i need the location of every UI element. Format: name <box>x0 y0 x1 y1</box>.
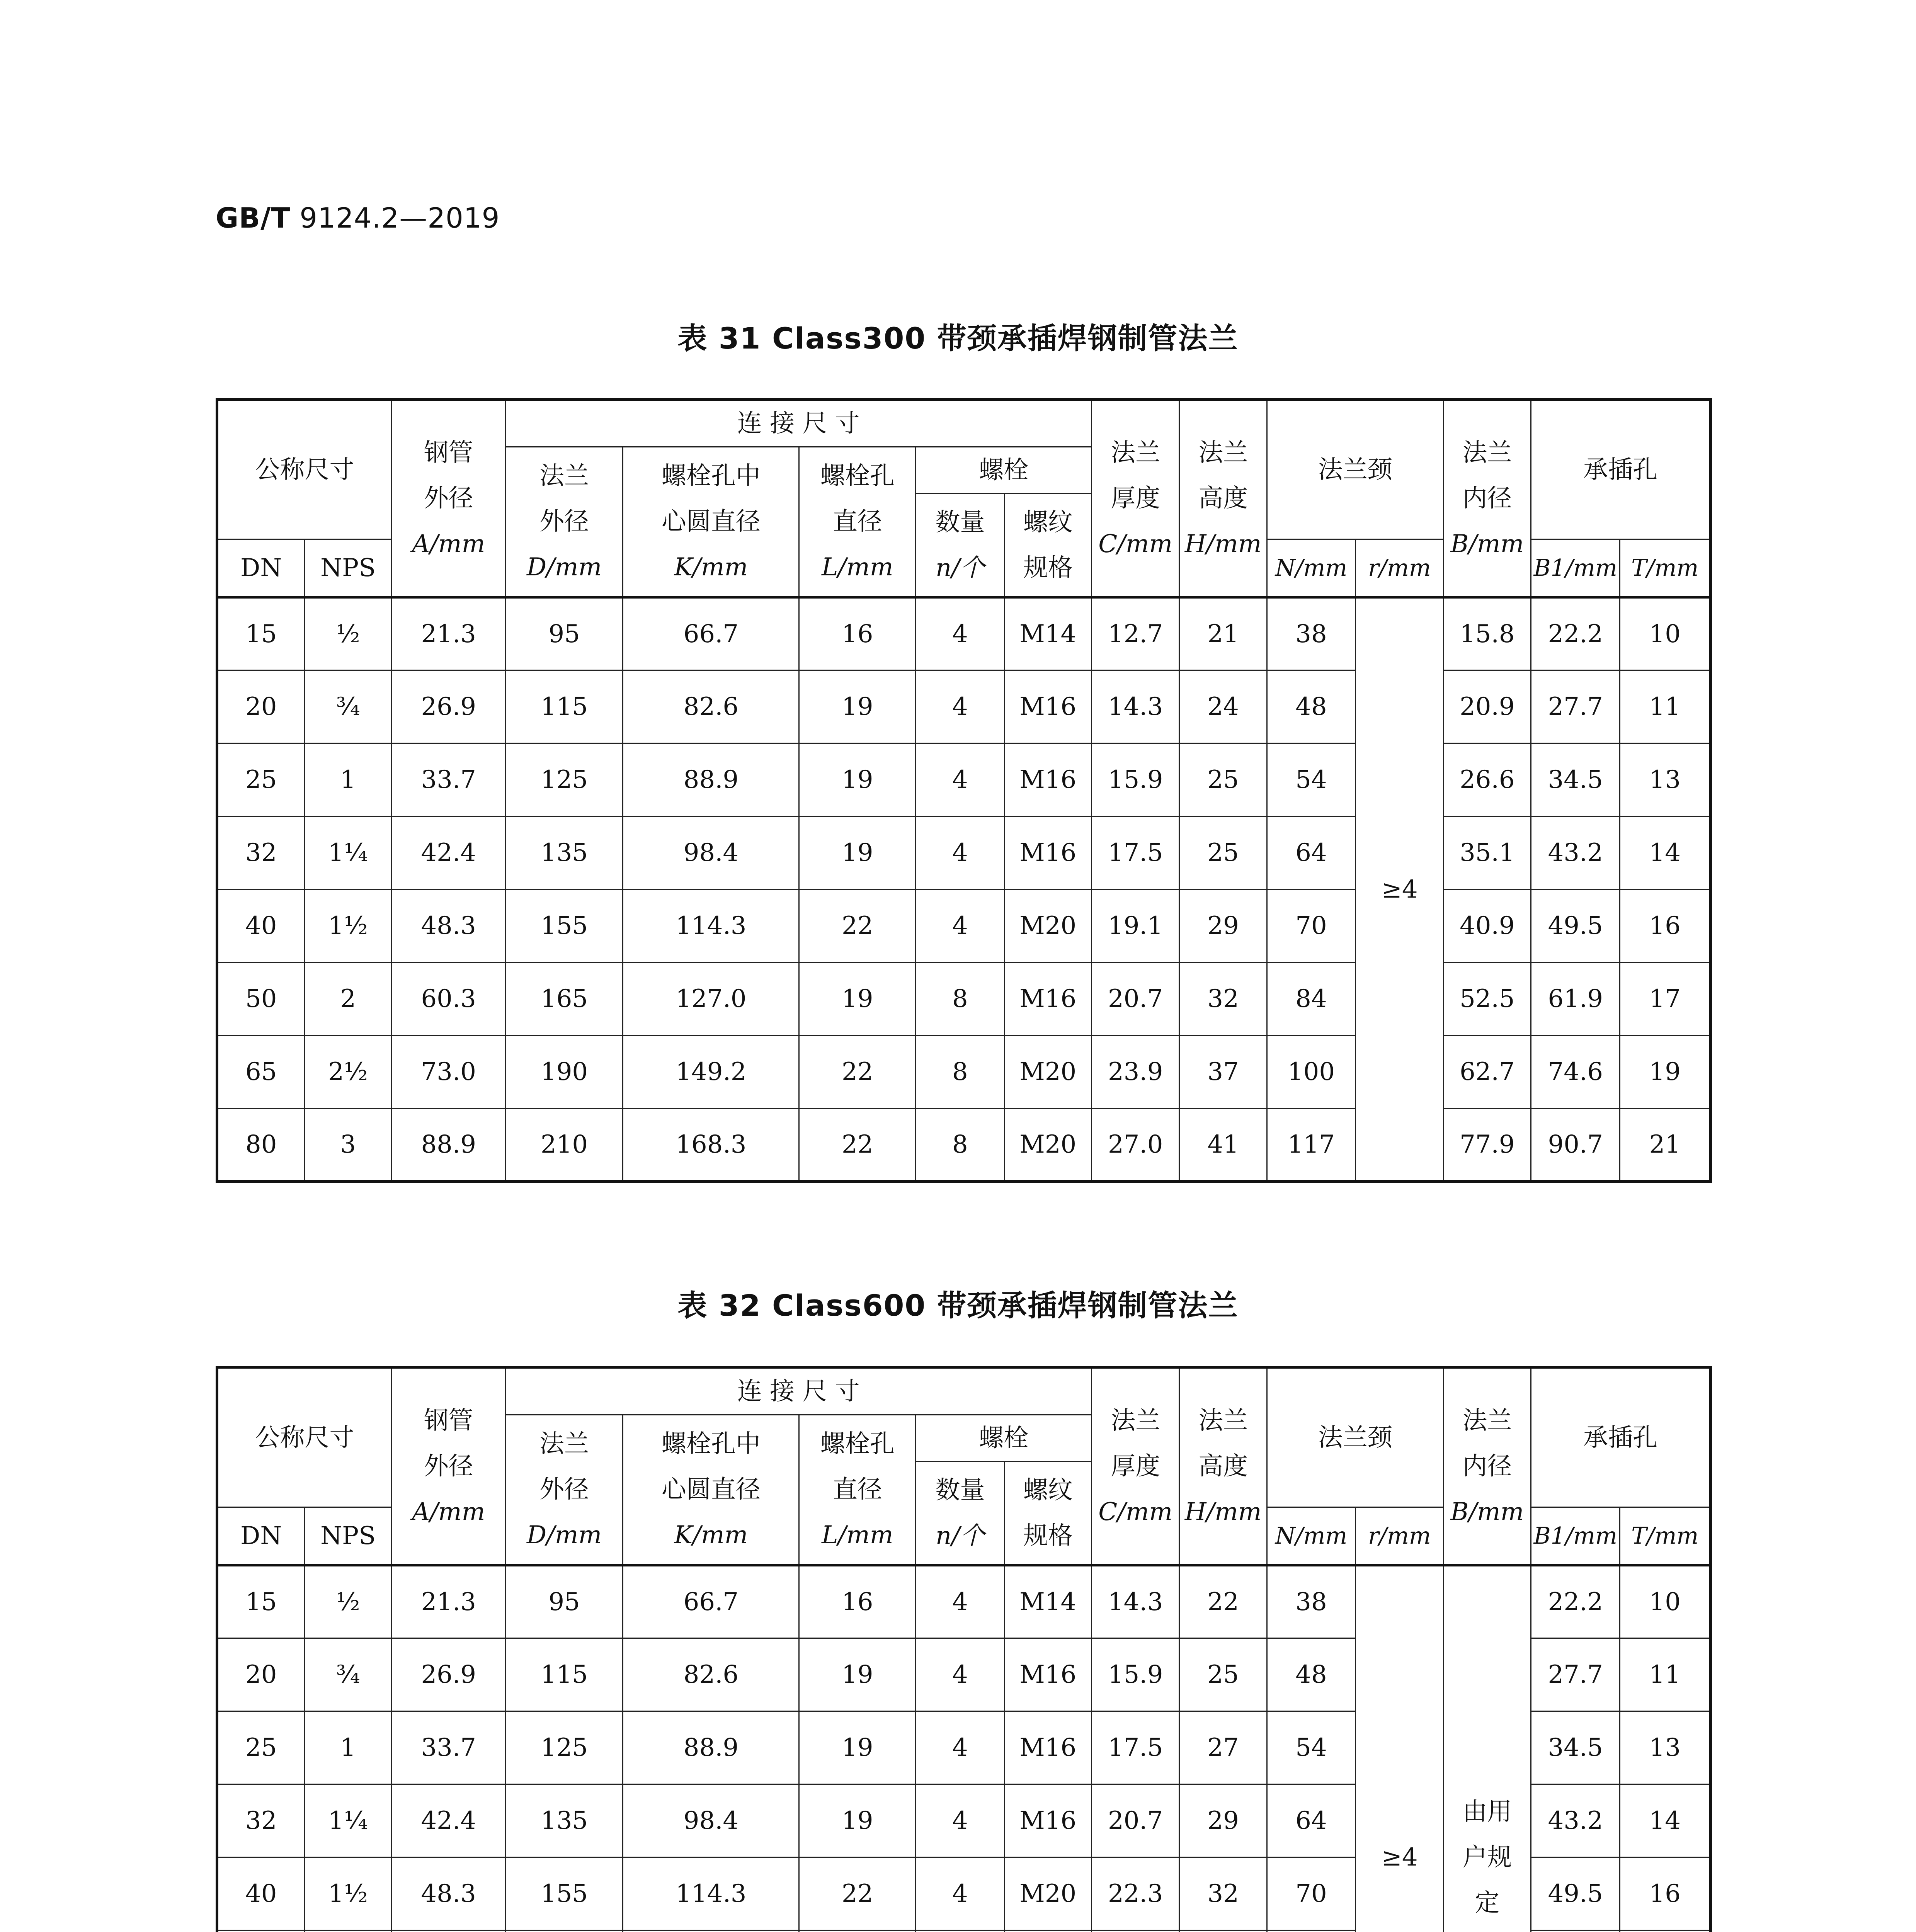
header-flange-od: 法兰 外径 D/mm <box>505 1415 623 1565</box>
cell-bolt-hole <box>799 1930 916 1932</box>
cell-pipe-od: 48.3 <box>391 889 505 963</box>
cell-socket-b1: 34.5 <box>1531 1711 1620 1784</box>
cell-height: 29 <box>1179 1784 1267 1857</box>
cell-nps: 1½ <box>305 1857 391 1930</box>
cell-neck-n: 54 <box>1267 743 1355 816</box>
header-thickness: 法兰 厚度 C/mm <box>1092 400 1179 597</box>
cell-socket-b1: 22.2 <box>1531 1565 1620 1638</box>
cell-thread: M16 <box>1004 1638 1091 1711</box>
cell-thickness: 22.3 <box>1092 1857 1179 1930</box>
cell-dn: 15 <box>217 1565 305 1638</box>
cell-pipe-od: 33.7 <box>391 1711 505 1784</box>
cell-bolt-hole: 22 <box>799 889 916 963</box>
cell-pipe-od: 42.4 <box>391 816 505 889</box>
cell-bolt-hole: 16 <box>799 597 916 670</box>
header-pipe-od: 钢管 外径 A/mm <box>391 1367 505 1565</box>
cell-dn: 40 <box>217 1857 305 1930</box>
header-nominal-size: 公称尺寸 <box>217 400 392 539</box>
cell-height: 41 <box>1179 1109 1267 1182</box>
header-socket-t: T/mm <box>1620 539 1711 597</box>
cell-thread: M14 <box>1004 1565 1091 1638</box>
cell-flange-od: 210 <box>505 1109 623 1182</box>
cell-bore-user-defined: 由用 户规 定 <box>1443 1565 1531 1932</box>
cell-thread: M14 <box>1004 597 1091 670</box>
header-socket: 承插孔 <box>1531 1367 1711 1507</box>
table-row <box>217 963 1711 1036</box>
cell-socket-t: 17 <box>1620 963 1711 1036</box>
cell-socket-t: 19 <box>1620 1036 1711 1109</box>
cell-flange-od: 125 <box>505 743 623 816</box>
cell-dn <box>217 1930 305 1932</box>
cell-height: 24 <box>1179 670 1267 743</box>
cell-thickness <box>1092 1930 1179 1932</box>
header-dn: DN <box>217 1507 305 1565</box>
cell-thickness: 19.1 <box>1092 889 1179 963</box>
cell-nps: 2 <box>305 963 391 1036</box>
table-row <box>217 670 1711 743</box>
header-pipe-od: 钢管 外径 A/mm <box>391 400 505 597</box>
cell-bore: 62.7 <box>1443 1036 1531 1109</box>
cell-neck-n: 64 <box>1267 1784 1355 1857</box>
table-row <box>217 816 1711 889</box>
header-nps: NPS <box>305 1507 391 1565</box>
cell-bolt-circle: 127.0 <box>623 963 799 1036</box>
cell-flange-od: 155 <box>505 889 623 963</box>
document-header <box>216 202 500 234</box>
cell-socket-b1: 22.2 <box>1531 597 1620 670</box>
cell-flange-od: 115 <box>505 1638 623 1711</box>
cell-nps: 1¼ <box>305 816 391 889</box>
cell-socket-b1: 74.6 <box>1531 1036 1620 1109</box>
cell-bore: 26.6 <box>1443 743 1531 816</box>
cell-bore: 40.9 <box>1443 889 1531 963</box>
cell-flange-od: 135 <box>505 816 623 889</box>
cell-thickness: 17.5 <box>1092 1711 1179 1784</box>
header-socket: 承插孔 <box>1531 400 1711 539</box>
cell-socket-b1: 61.9 <box>1531 963 1620 1036</box>
cell-nps: ½ <box>305 597 391 670</box>
cell-height: 25 <box>1179 816 1267 889</box>
cell-thickness: 15.9 <box>1092 743 1179 816</box>
cell-socket-t: 10 <box>1620 1565 1711 1638</box>
cell-socket-t: 10 <box>1620 597 1711 670</box>
header-neck-n: N/mm <box>1267 539 1355 597</box>
standard-code: GB/T <box>216 202 291 234</box>
cell-height: 32 <box>1179 1857 1267 1930</box>
cell-flange-od: 95 <box>505 1565 623 1638</box>
cell-pipe-od: 26.9 <box>391 1638 505 1711</box>
cell-socket-t <box>1620 1930 1711 1932</box>
cell-flange-od: 135 <box>505 1784 623 1857</box>
cell-bolt-circle: 88.9 <box>623 1711 799 1784</box>
cell-bolt-hole: 19 <box>799 1784 916 1857</box>
cell-dn: 20 <box>217 1638 305 1711</box>
cell-pipe-od <box>391 1930 505 1932</box>
cell-nps: ½ <box>305 1565 391 1638</box>
cell-bolt-circle: 98.4 <box>623 1784 799 1857</box>
header-neck: 法兰颈 <box>1267 1367 1443 1507</box>
cell-bolt-circle: 66.7 <box>623 597 799 670</box>
cell-neck-n: 100 <box>1267 1036 1355 1109</box>
cell-thickness: 14.3 <box>1092 670 1179 743</box>
cell-thickness: 15.9 <box>1092 1638 1179 1711</box>
cell-bolt-hole: 19 <box>799 1638 916 1711</box>
cell-socket-b1: 49.5 <box>1531 889 1620 963</box>
header-bore: 法兰 内径 B/mm <box>1443 1367 1531 1565</box>
cell-height: 27 <box>1179 1711 1267 1784</box>
cell-dn: 32 <box>217 1784 305 1857</box>
cell-thickness: 23.9 <box>1092 1036 1179 1109</box>
cell-neck-n: 38 <box>1267 1565 1355 1638</box>
header-nps: NPS <box>305 539 391 597</box>
cell-thickness: 27.0 <box>1092 1109 1179 1182</box>
header-socket-b1: B1/mm <box>1531 1507 1620 1565</box>
cell-bolt-qty: 4 <box>916 889 1004 963</box>
cell-flange-od: 190 <box>505 1036 623 1109</box>
cell-height: 25 <box>1179 743 1267 816</box>
cell-thickness: 17.5 <box>1092 816 1179 889</box>
cell-nps: 1½ <box>305 889 391 963</box>
cell-bore: 52.5 <box>1443 963 1531 1036</box>
cell-bolt-qty: 4 <box>916 1638 1004 1711</box>
cell-flange-od: 95 <box>505 597 623 670</box>
cell-bolt-circle: 66.7 <box>623 1565 799 1638</box>
cell-bolt-circle: 149.2 <box>623 1036 799 1109</box>
cell-nps: 1 <box>305 1711 391 1784</box>
cell-socket-t: 16 <box>1620 889 1711 963</box>
cell-socket-t: 13 <box>1620 1711 1711 1784</box>
header-height: 法兰 高度 H/mm <box>1179 400 1267 597</box>
cell-nps: 3 <box>305 1109 391 1182</box>
cell-bore: 20.9 <box>1443 670 1531 743</box>
cell-bolt-hole: 22 <box>799 1857 916 1930</box>
cell-height: 37 <box>1179 1036 1267 1109</box>
cell-bolt-qty: 8 <box>916 1036 1004 1109</box>
cell-dn: 25 <box>217 743 305 816</box>
cell-pipe-od: 21.3 <box>391 597 505 670</box>
cell-bolt-hole: 19 <box>799 963 916 1036</box>
cell-pipe-od: 48.3 <box>391 1857 505 1930</box>
cell-thread: M20 <box>1004 1109 1091 1182</box>
cell-dn: 65 <box>217 1036 305 1109</box>
cell-thread: M16 <box>1004 1784 1091 1857</box>
header-thread: 螺纹 规格 <box>1004 1462 1091 1565</box>
cell-thickness: 14.3 <box>1092 1565 1179 1638</box>
cell-bolt-circle: 88.9 <box>623 743 799 816</box>
cell-socket-b1 <box>1531 1930 1620 1932</box>
header-neck-n: N/mm <box>1267 1507 1355 1565</box>
cell-nps: 1¼ <box>305 1784 391 1857</box>
cell-nps: ¾ <box>305 670 391 743</box>
cell-neck-n: 117 <box>1267 1109 1355 1182</box>
cell-neck-n: 48 <box>1267 670 1355 743</box>
header-bolt-qty: 数量 n/个 <box>916 1462 1004 1565</box>
cell-nps: 2½ <box>305 1036 391 1109</box>
cell-pipe-od: 21.3 <box>391 1565 505 1638</box>
table-31-title: 表 31 Class300 带颈承插焊钢制管法兰 <box>677 321 1239 355</box>
cell-thread: M20 <box>1004 1036 1091 1109</box>
cell-bore: 35.1 <box>1443 816 1531 889</box>
cell-bolt-qty: 8 <box>916 963 1004 1036</box>
cell-nps <box>305 1930 391 1932</box>
cell-flange-od: 165 <box>505 963 623 1036</box>
header-thickness: 法兰 厚度 C/mm <box>1092 1367 1179 1565</box>
cell-height <box>1179 1930 1267 1932</box>
header-height: 法兰 高度 H/mm <box>1179 1367 1267 1565</box>
cell-socket-t: 13 <box>1620 743 1711 816</box>
header-bolt: 螺栓 <box>916 1415 1092 1462</box>
cell-dn: 50 <box>217 963 305 1036</box>
header-neck-r: r/mm <box>1356 539 1443 597</box>
table-row <box>217 1036 1711 1109</box>
table-32 <box>216 1366 1712 1932</box>
cell-bolt-hole: 19 <box>799 670 916 743</box>
cell-height: 32 <box>1179 963 1267 1036</box>
cell-bolt-qty: 8 <box>916 1109 1004 1182</box>
cell-thread <box>1004 1930 1091 1932</box>
cell-neck-r: ≥4 <box>1356 597 1443 1182</box>
table-row <box>217 1109 1711 1182</box>
cell-neck-n: 54 <box>1267 1711 1355 1784</box>
cell-socket-t: 16 <box>1620 1857 1711 1930</box>
cell-nps: 1 <box>305 743 391 816</box>
header-bolt-hole: 螺栓孔 直径 L/mm <box>799 447 916 597</box>
header-neck: 法兰颈 <box>1267 400 1443 539</box>
cell-neck-n: 70 <box>1267 1857 1355 1930</box>
standard-number: 9124.2—2019 <box>299 202 500 234</box>
header-dn: DN <box>217 539 305 597</box>
cell-bolt-hole: 16 <box>799 1565 916 1638</box>
table-32-body <box>217 1565 1711 1932</box>
cell-bolt-hole: 19 <box>799 743 916 816</box>
header-socket-b1: B1/mm <box>1531 539 1620 597</box>
cell-bolt-qty: 4 <box>916 816 1004 889</box>
header-bolt-circle: 螺栓孔中 心圆直径 K/mm <box>623 447 799 597</box>
cell-neck-n: 48 <box>1267 1638 1355 1711</box>
cell-neck-n: 84 <box>1267 963 1355 1036</box>
cell-flange-od: 125 <box>505 1711 623 1784</box>
cell-socket-t: 11 <box>1620 1638 1711 1711</box>
header-bolt-qty: 数量 n/个 <box>916 494 1004 597</box>
cell-neck-n: 64 <box>1267 816 1355 889</box>
cell-socket-b1: 90.7 <box>1531 1109 1620 1182</box>
cell-pipe-od: 88.9 <box>391 1109 505 1182</box>
cell-thread: M20 <box>1004 1857 1091 1930</box>
cell-bolt-circle: 82.6 <box>623 670 799 743</box>
cell-thickness: 20.7 <box>1092 1784 1179 1857</box>
cell-flange-od <box>505 1930 623 1932</box>
table-row <box>217 597 1711 670</box>
cell-dn: 40 <box>217 889 305 963</box>
cell-bolt-hole: 22 <box>799 1036 916 1109</box>
cell-neck-r: ≥4 <box>1356 1565 1443 1932</box>
cell-nps: ¾ <box>305 1638 391 1711</box>
header-connection-dims: 连 接 尺 寸 <box>505 1367 1091 1415</box>
cell-thickness: 12.7 <box>1092 597 1179 670</box>
cell-bolt-hole: 19 <box>799 816 916 889</box>
cell-socket-t: 11 <box>1620 670 1711 743</box>
header-neck-r: r/mm <box>1356 1507 1443 1565</box>
cell-bore: 77.9 <box>1443 1109 1531 1182</box>
header-bolt: 螺栓 <box>916 447 1092 494</box>
cell-flange-od: 155 <box>505 1857 623 1930</box>
cell-bolt-qty: 4 <box>916 670 1004 743</box>
cell-bolt-circle <box>623 1930 799 1932</box>
cell-pipe-od: 73.0 <box>391 1036 505 1109</box>
cell-dn: 80 <box>217 1109 305 1182</box>
cell-flange-od: 115 <box>505 670 623 743</box>
table-row <box>217 889 1711 963</box>
cell-socket-t: 14 <box>1620 1784 1711 1857</box>
cell-dn: 32 <box>217 816 305 889</box>
header-socket-t: T/mm <box>1620 1507 1711 1565</box>
cell-bolt-circle: 168.3 <box>623 1109 799 1182</box>
cell-pipe-od: 60.3 <box>391 963 505 1036</box>
cell-neck-n: 38 <box>1267 597 1355 670</box>
cell-bolt-circle: 98.4 <box>623 816 799 889</box>
cell-neck-n <box>1267 1930 1355 1932</box>
header-thread: 螺纹 规格 <box>1004 494 1091 597</box>
cell-socket-b1: 34.5 <box>1531 743 1620 816</box>
cell-bolt-hole: 19 <box>799 1711 916 1784</box>
cell-bore: 15.8 <box>1443 597 1531 670</box>
cell-height: 29 <box>1179 889 1267 963</box>
cell-bolt-qty: 4 <box>916 1784 1004 1857</box>
cell-socket-t: 21 <box>1620 1109 1711 1182</box>
cell-socket-b1: 27.7 <box>1531 1638 1620 1711</box>
cell-bolt-qty: 4 <box>916 743 1004 816</box>
table-31-body <box>217 597 1711 1182</box>
cell-thread: M16 <box>1004 670 1091 743</box>
cell-bolt-hole: 22 <box>799 1109 916 1182</box>
cell-dn: 20 <box>217 670 305 743</box>
cell-socket-t: 14 <box>1620 816 1711 889</box>
cell-bolt-circle: 82.6 <box>623 1638 799 1711</box>
cell-thread: M16 <box>1004 816 1091 889</box>
cell-bolt-qty: 4 <box>916 597 1004 670</box>
cell-thread: M16 <box>1004 1711 1091 1784</box>
header-bolt-hole: 螺栓孔 直径 L/mm <box>799 1415 916 1565</box>
header-bolt-circle: 螺栓孔中 心圆直径 K/mm <box>623 1415 799 1565</box>
cell-pipe-od: 26.9 <box>391 670 505 743</box>
cell-height: 22 <box>1179 1565 1267 1638</box>
cell-socket-b1: 43.2 <box>1531 1784 1620 1857</box>
cell-neck-n: 70 <box>1267 889 1355 963</box>
cell-thread: M16 <box>1004 963 1091 1036</box>
cell-thread: M16 <box>1004 743 1091 816</box>
header-nominal-size: 公称尺寸 <box>217 1367 392 1507</box>
cell-height: 25 <box>1179 1638 1267 1711</box>
cell-socket-b1: 43.2 <box>1531 816 1620 889</box>
cell-pipe-od: 42.4 <box>391 1784 505 1857</box>
table-31 <box>216 398 1712 1183</box>
cell-dn: 25 <box>217 1711 305 1784</box>
table-32-title: 表 32 Class600 带颈承插焊钢制管法兰 <box>677 1288 1239 1323</box>
cell-bolt-qty: 4 <box>916 1857 1004 1930</box>
header-flange-od: 法兰 外径 D/mm <box>505 447 623 597</box>
cell-height: 21 <box>1179 597 1267 670</box>
header-bore: 法兰 内径 B/mm <box>1443 400 1531 597</box>
cell-dn: 15 <box>217 597 305 670</box>
table-row <box>217 1565 1711 1638</box>
header-connection-dims: 连 接 尺 寸 <box>505 400 1091 447</box>
cell-socket-b1: 49.5 <box>1531 1857 1620 1930</box>
cell-bolt-circle: 114.3 <box>623 889 799 963</box>
cell-bolt-circle: 114.3 <box>623 1857 799 1930</box>
cell-bolt-qty: 4 <box>916 1565 1004 1638</box>
cell-socket-b1: 27.7 <box>1531 670 1620 743</box>
cell-bolt-qty <box>916 1930 1004 1932</box>
cell-thickness: 20.7 <box>1092 963 1179 1036</box>
cell-bolt-qty: 4 <box>916 1711 1004 1784</box>
cell-pipe-od: 33.7 <box>391 743 505 816</box>
cell-thread: M20 <box>1004 889 1091 963</box>
table-row <box>217 743 1711 816</box>
